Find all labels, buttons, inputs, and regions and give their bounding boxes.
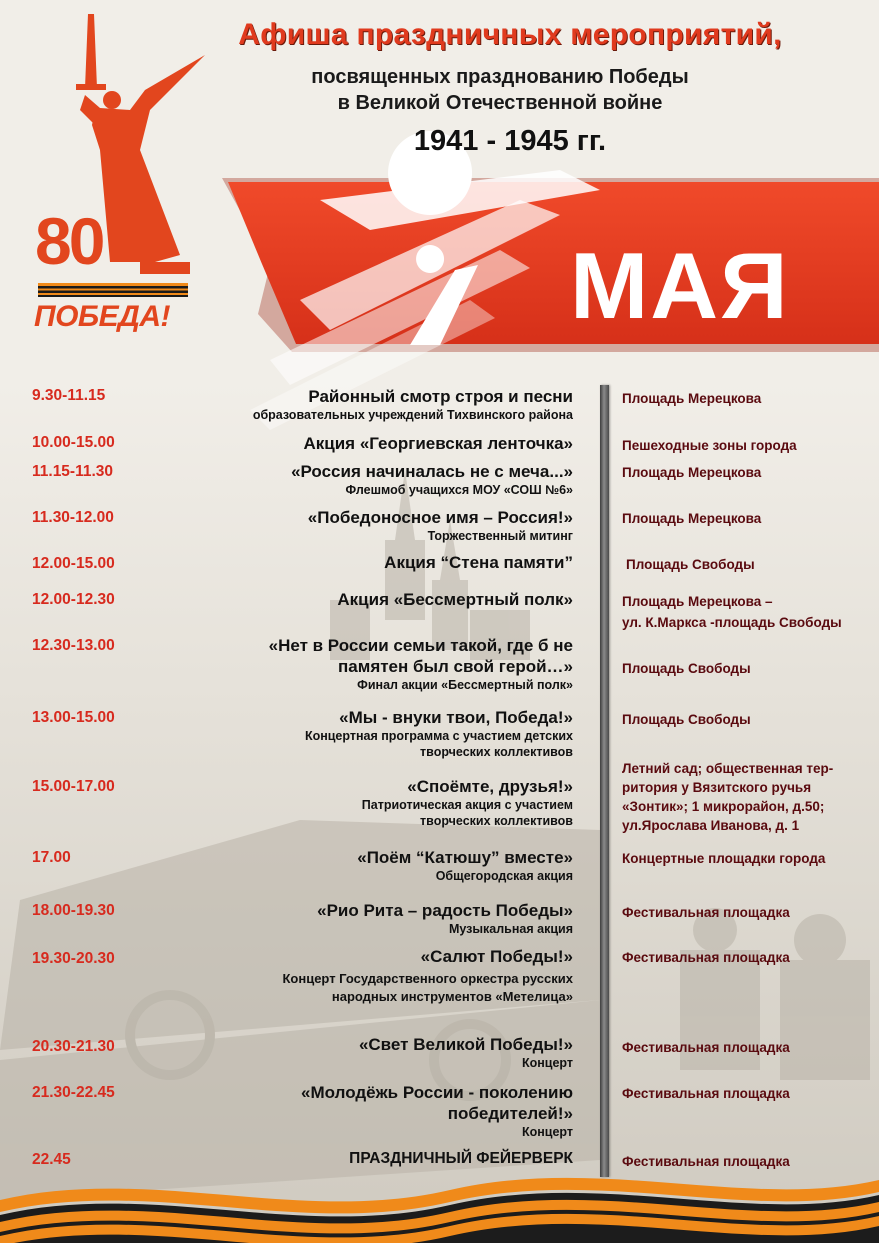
event-info bbox=[305, 707, 573, 760]
event-info bbox=[359, 1034, 573, 1071]
event-subtitle: Концерт bbox=[521, 1056, 573, 1070]
event-info bbox=[269, 635, 573, 693]
event-title: «Нет в России семьи такой, где б не памятен был свой герой…» bbox=[268, 636, 573, 676]
event-place: Площадь Свободы bbox=[622, 661, 751, 676]
event-place: Фестивальная площадка bbox=[622, 1040, 790, 1055]
event-time: 17.00 bbox=[32, 849, 71, 866]
event-title: «Споёмте, друзья!» bbox=[407, 777, 573, 796]
event-time: 18.00-19.30 bbox=[32, 902, 115, 919]
event-subtitle: Общегородская акция bbox=[435, 869, 573, 883]
event-place: Фестивальная площадка bbox=[622, 1086, 790, 1101]
event-title: Районный смотр строя и песни bbox=[308, 387, 573, 406]
event-subtitle: Торжественный митинг bbox=[427, 529, 573, 543]
event-title: «Победоносное имя – Россия!» bbox=[307, 508, 573, 527]
event-title: «Россия начиналась не с меча...» bbox=[291, 462, 573, 481]
event-info bbox=[253, 386, 573, 423]
event-place: Фестивальная площадка bbox=[622, 950, 790, 965]
event-time: 11.30-12.00 bbox=[32, 509, 114, 526]
event-time: 12.00-15.00 bbox=[32, 555, 115, 572]
event-title: Акция «Бессмертный полк» bbox=[337, 590, 573, 609]
event-place: Концертные площадки города bbox=[622, 851, 826, 866]
event-subtitle: Финал акции «Бессмертный полк» bbox=[357, 678, 573, 692]
logo-ribbon-stripes bbox=[38, 283, 188, 297]
event-place: Пешеходные зоны города bbox=[622, 438, 797, 453]
event-title: «Свет Великой Победы!» bbox=[358, 1035, 573, 1054]
event-title: «Молодёжь России - поколению победителей!» bbox=[301, 1083, 573, 1123]
event-place: Фестивальная площадка bbox=[622, 1154, 790, 1169]
event-place: Площадь Свободы bbox=[622, 712, 751, 727]
event-place: Площадь Мерецкова bbox=[622, 511, 762, 526]
event-info bbox=[349, 1148, 573, 1169]
event-time: 15.00-17.00 bbox=[32, 778, 115, 795]
event-time: 9.30-11.15 bbox=[32, 387, 106, 404]
event-title: «Рио Рита – радость Победы» bbox=[317, 901, 573, 920]
event-time: 20.30-21.30 bbox=[32, 1038, 115, 1055]
event-subtitle: Концерт bbox=[521, 1125, 573, 1139]
event-place: Фестивальная площадка bbox=[622, 905, 790, 920]
schedule-divider bbox=[600, 385, 609, 1177]
event-info bbox=[291, 461, 573, 498]
event-info bbox=[362, 776, 573, 829]
poster-month: МАЯ bbox=[570, 233, 790, 338]
event-title: «Салют Победы!» bbox=[420, 947, 573, 966]
event-time: 12.30-13.00 bbox=[32, 637, 115, 654]
event-info bbox=[308, 507, 573, 544]
event-title: ПРАЗДНИЧНЫЙ ФЕЙЕРВЕРК bbox=[349, 1150, 573, 1167]
poster-years: 1941 - 1945 гг. bbox=[413, 125, 607, 157]
poster-title: Афиша праздничных мероприятий, bbox=[238, 18, 782, 51]
poster-subtitle-line-2: в Великой Отечественной войне bbox=[337, 92, 663, 114]
event-title: Акция «Георгиевская ленточка» bbox=[303, 434, 573, 453]
event-place: Площадь Мерецкова bbox=[622, 465, 762, 480]
event-place: Площадь Мерецкова – ул. К.Маркса -площадь Свободы bbox=[622, 594, 842, 630]
event-time: 13.00-15.00 bbox=[32, 709, 115, 726]
event-time: 19.30-20.30 bbox=[32, 950, 115, 967]
event-title: «Поём “Катюшу” вместе» bbox=[357, 848, 573, 867]
event-info bbox=[303, 433, 573, 454]
event-info bbox=[357, 847, 573, 884]
event-time: 11.15-11.30 bbox=[32, 463, 114, 480]
event-time: 12.00-12.30 bbox=[32, 591, 115, 608]
poster-subtitle-line-1: посвященных празднованию Победы bbox=[311, 66, 689, 88]
event-info bbox=[317, 900, 573, 937]
event-subtitle: Концерт Государственного оркестра русских народных инструментов «Метелица» bbox=[282, 971, 573, 1004]
event-subtitle: образовательных учреждений Тихвинского района bbox=[252, 408, 573, 422]
event-subtitle: Концертная программа с участием детских творческих коллективов bbox=[304, 729, 573, 759]
event-place: Площадь Мерецкова bbox=[622, 391, 762, 406]
event-subtitle: Флешмоб учащихся МОУ «СОШ №6» bbox=[345, 483, 573, 497]
event-time: 22.45 bbox=[32, 1151, 71, 1168]
event-time: 10.00-15.00 bbox=[32, 434, 115, 451]
event-subtitle: Патриотическая акция с участием творческих коллективов bbox=[361, 798, 573, 828]
logo-number: 80 bbox=[35, 204, 103, 278]
event-place: Площадь Свободы bbox=[626, 557, 755, 572]
event-time: 21.30-22.45 bbox=[32, 1084, 115, 1101]
event-info bbox=[384, 552, 573, 573]
event-title: «Мы - внуки твои, Победа!» bbox=[339, 708, 573, 727]
event-place: Летний сад; общественная тер- ритория у Вязитского ручья «Зонтик»; 1 микрорайон, д.50; ул.Ярослава Иванова, д. 1 bbox=[622, 761, 834, 833]
logo-word: ПОБЕДА! bbox=[34, 300, 170, 333]
event-info bbox=[282, 946, 573, 1006]
event-info bbox=[337, 589, 573, 610]
event-info bbox=[301, 1082, 573, 1140]
event-subtitle: Музыкальная акция bbox=[448, 922, 573, 936]
event-title: Акция “Стена памяти” bbox=[384, 553, 573, 572]
